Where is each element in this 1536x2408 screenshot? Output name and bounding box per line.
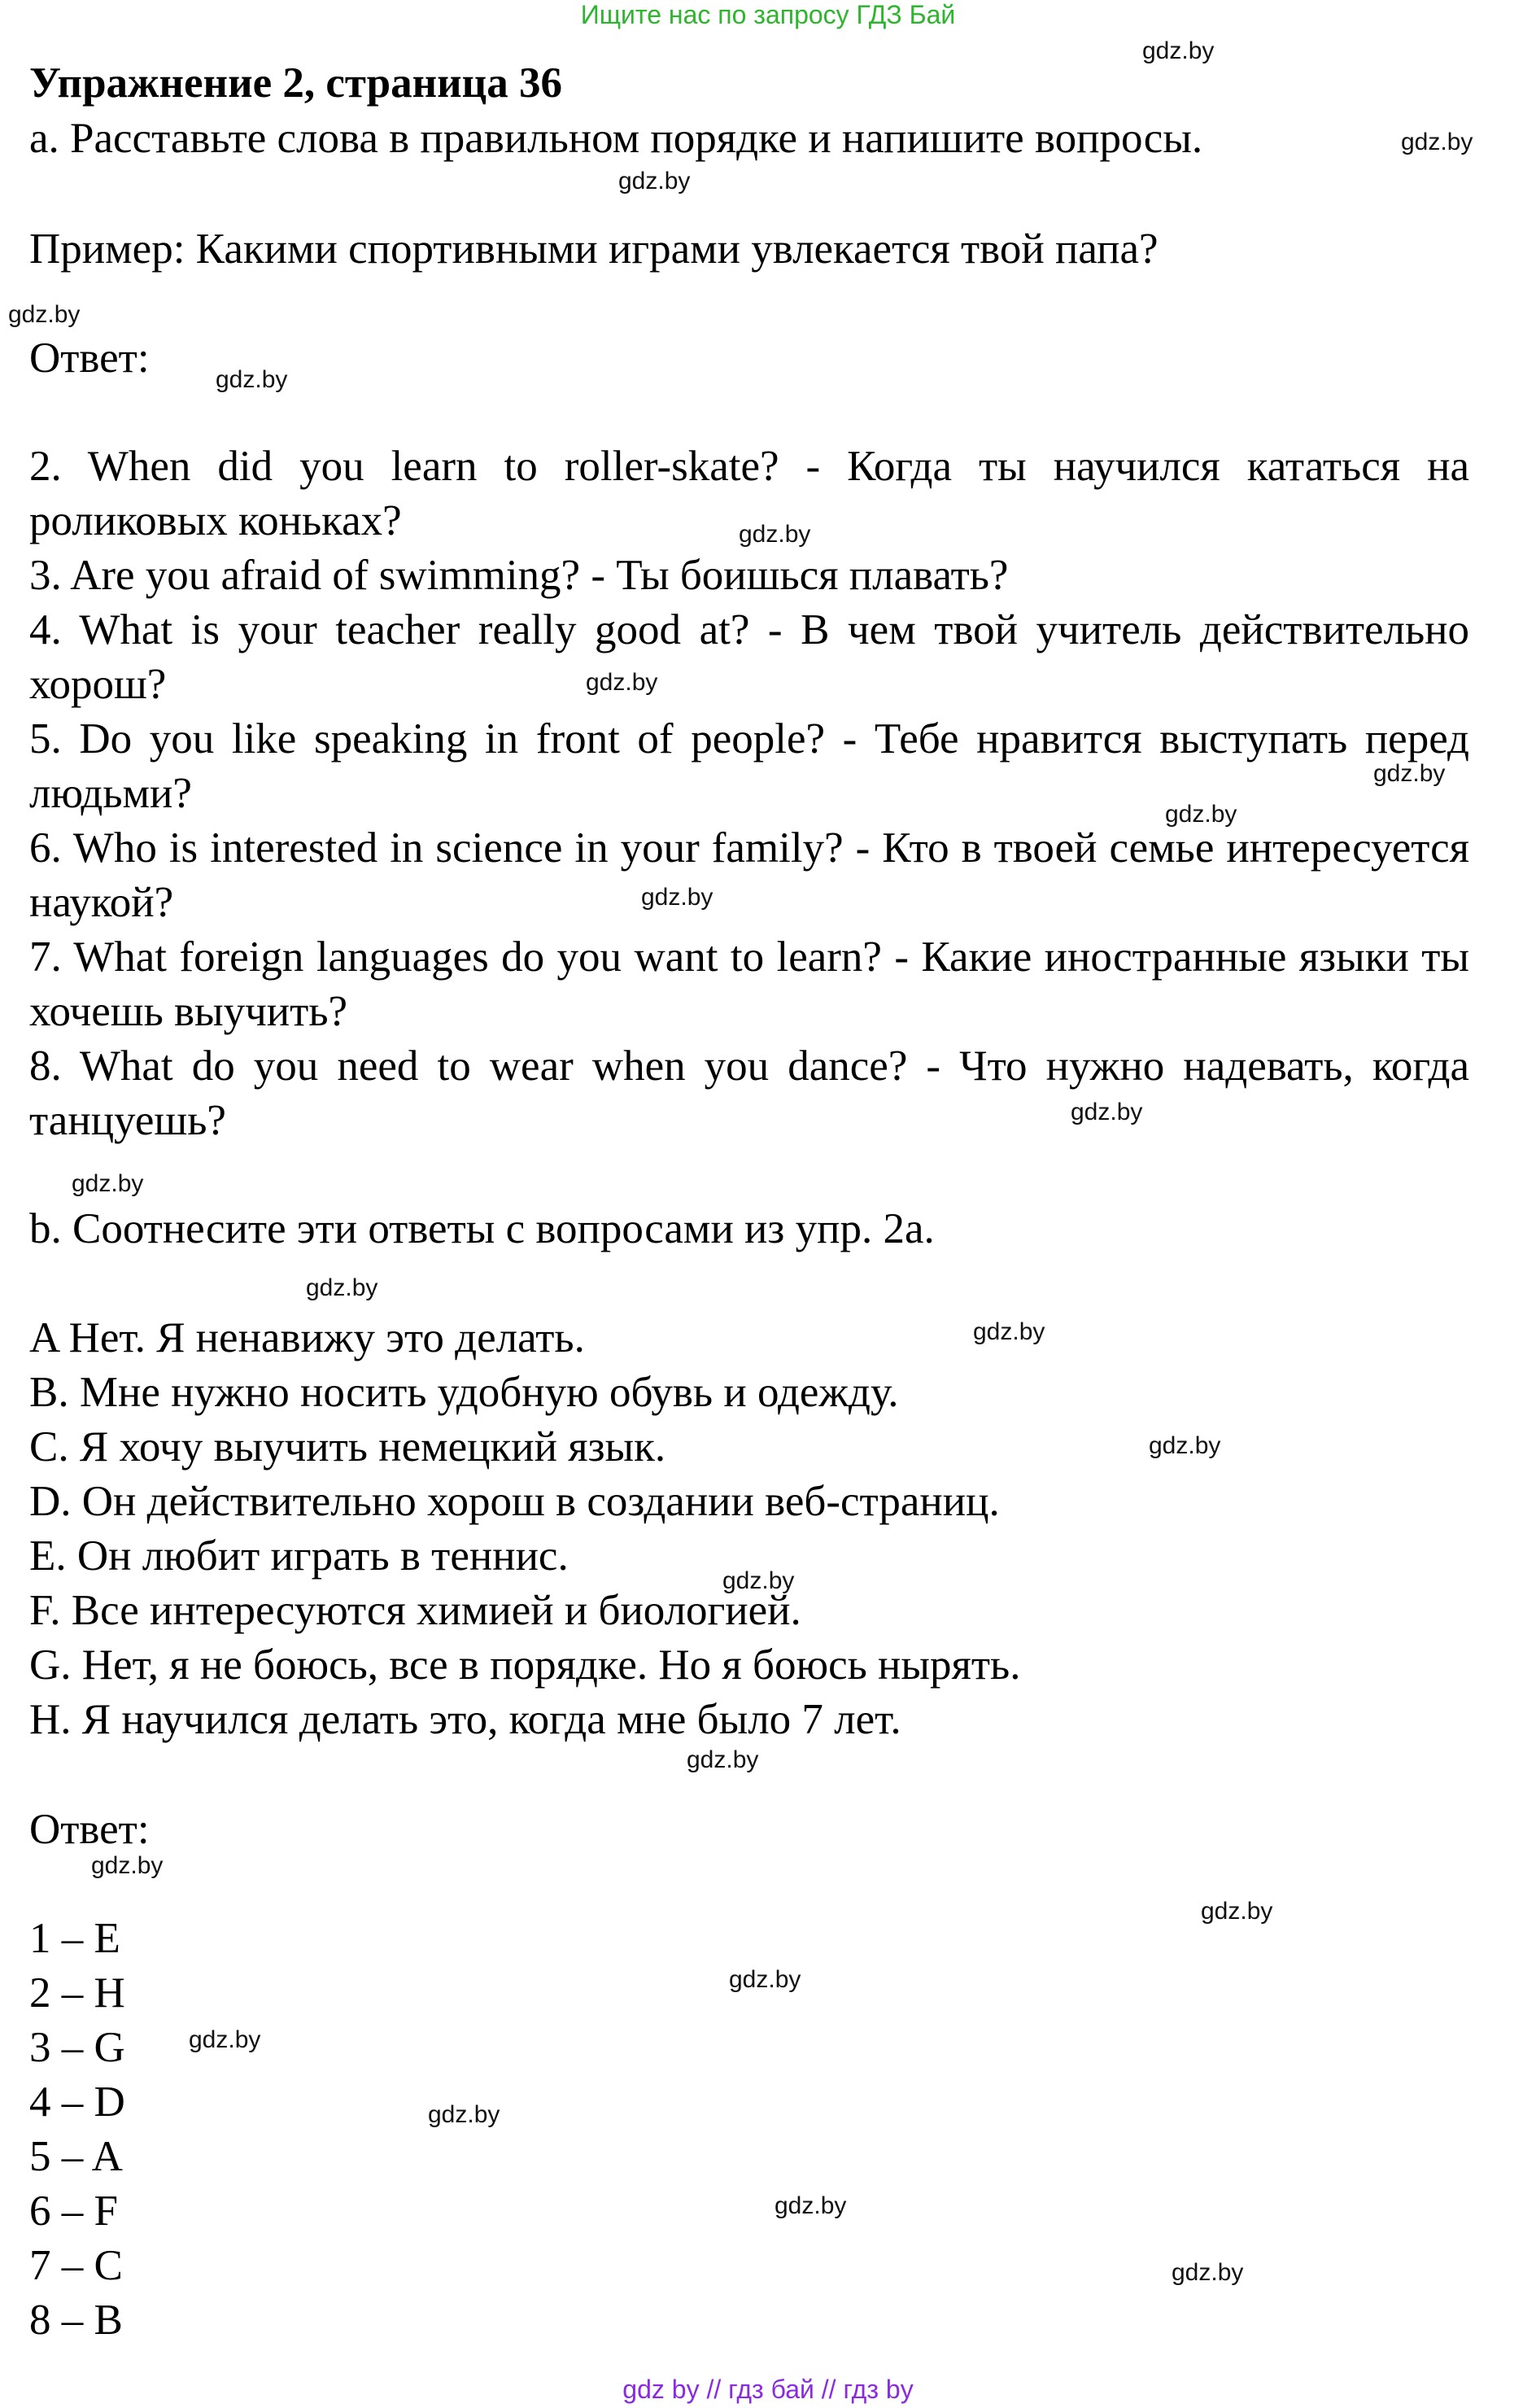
watermark: gdz.by (641, 884, 713, 911)
match-item: 6 – F (29, 2187, 118, 2235)
watermark: gdz.by (775, 2192, 847, 2219)
answer-label-a: Ответ: (29, 334, 150, 382)
answer-item-3: 3. Are you afraid of swimming? - Ты боишься плавать? (29, 552, 1009, 599)
watermark: gdz.by (729, 1966, 801, 1993)
answer-item-6: 6. Who is interested in science in your family? - Кто в твоей семье интересуется наукой? (29, 824, 1469, 926)
page-title: Упражнение 2, страница 36 (29, 59, 562, 107)
watermark: gdz.by (1165, 801, 1237, 828)
match-item: 7 – C (29, 2242, 123, 2289)
watermark: gdz.by (739, 521, 811, 548)
watermark: gdz.by (8, 301, 81, 328)
watermark: gdz.by (1172, 2259, 1244, 2286)
watermark: gdz.by (91, 1852, 164, 1879)
example-line: Пример: Какими спортивными играми увлекается твой папа? (29, 225, 1159, 273)
watermark: gdz.by (306, 1274, 378, 1301)
option-e: E. Он любит играть в теннис. (29, 1532, 569, 1580)
match-item: 5 – A (29, 2133, 123, 2180)
watermark: gdz.by (1401, 129, 1473, 155)
option-a: A Нет. Я ненавижу это делать. (29, 1314, 585, 1361)
watermark: gdz.by (428, 2101, 500, 2128)
watermark: gdz.by (1373, 760, 1446, 787)
watermark: gdz.by (1071, 1099, 1143, 1125)
match-item: 4 – D (29, 2078, 125, 2126)
watermark: gdz.by (72, 1170, 144, 1197)
top-banner: Ищите нас по запросу ГДЗ Бай (580, 0, 956, 29)
watermark: gdz.by (586, 669, 658, 696)
watermark: gdz.by (189, 2026, 261, 2053)
watermark: gdz.by (618, 168, 691, 194)
answer-item-5: 5. Do you like speaking in front of people? - Тебе нравится выступать перед людьми? (29, 715, 1469, 817)
answer-item-2: 2. When did you learn to roller-skate? - Когда ты научился кататься на роликовых коньках? (29, 443, 1469, 544)
option-h: H. Я научился делать это, когда мне было 7 лет. (29, 1696, 901, 1743)
match-item: 1 – E (29, 1915, 120, 1962)
watermark: gdz.by (722, 1567, 795, 1594)
watermark: gdz.by (1201, 1898, 1273, 1925)
answer-item-7: 7. What foreign languages do you want to learn? - Какие иностранные языки ты хочешь выучить? (29, 933, 1469, 1035)
watermark: gdz.by (1149, 1432, 1221, 1459)
option-f: F. Все интересуются химией и биологией. (29, 1587, 801, 1634)
match-item: 3 – G (29, 2024, 125, 2071)
option-b: B. Мне нужно носить удобную обувь и одежду. (29, 1369, 899, 1416)
option-c: C. Я хочу выучить немецкий язык. (29, 1423, 666, 1471)
match-item: 2 – H (29, 1969, 125, 2017)
task-b-instruction: b. Соотнесите эти ответы с вопросами из упр. 2a. (29, 1205, 935, 1252)
answer-item-8: 8. What do you need to wear when you dance? - Что нужно надевать, когда танцуешь? (29, 1042, 1469, 1144)
option-d: D. Он действительно хорош в создании веб-страниц. (29, 1478, 1000, 1525)
watermark: gdz.by (687, 1746, 759, 1773)
task-a-instruction: a. Расставьте слова в правильном порядке и напишите вопросы. (29, 115, 1203, 162)
match-item: 8 – B (29, 2297, 123, 2344)
footer-links: gdz by // гдз бай // гдз by (622, 2375, 914, 2404)
watermark: gdz.by (973, 1318, 1045, 1345)
answer-item-4: 4. What is your teacher really good at? - В чем твой учитель действительно хорош? (29, 606, 1469, 708)
watermark: gdz.by (216, 366, 288, 393)
watermark: gdz.by (1142, 37, 1215, 64)
answer-label-b: Ответ: (29, 1806, 150, 1853)
option-g: G. Нет, я не боюсь, все в порядке. Но я боюсь нырять. (29, 1641, 1021, 1689)
